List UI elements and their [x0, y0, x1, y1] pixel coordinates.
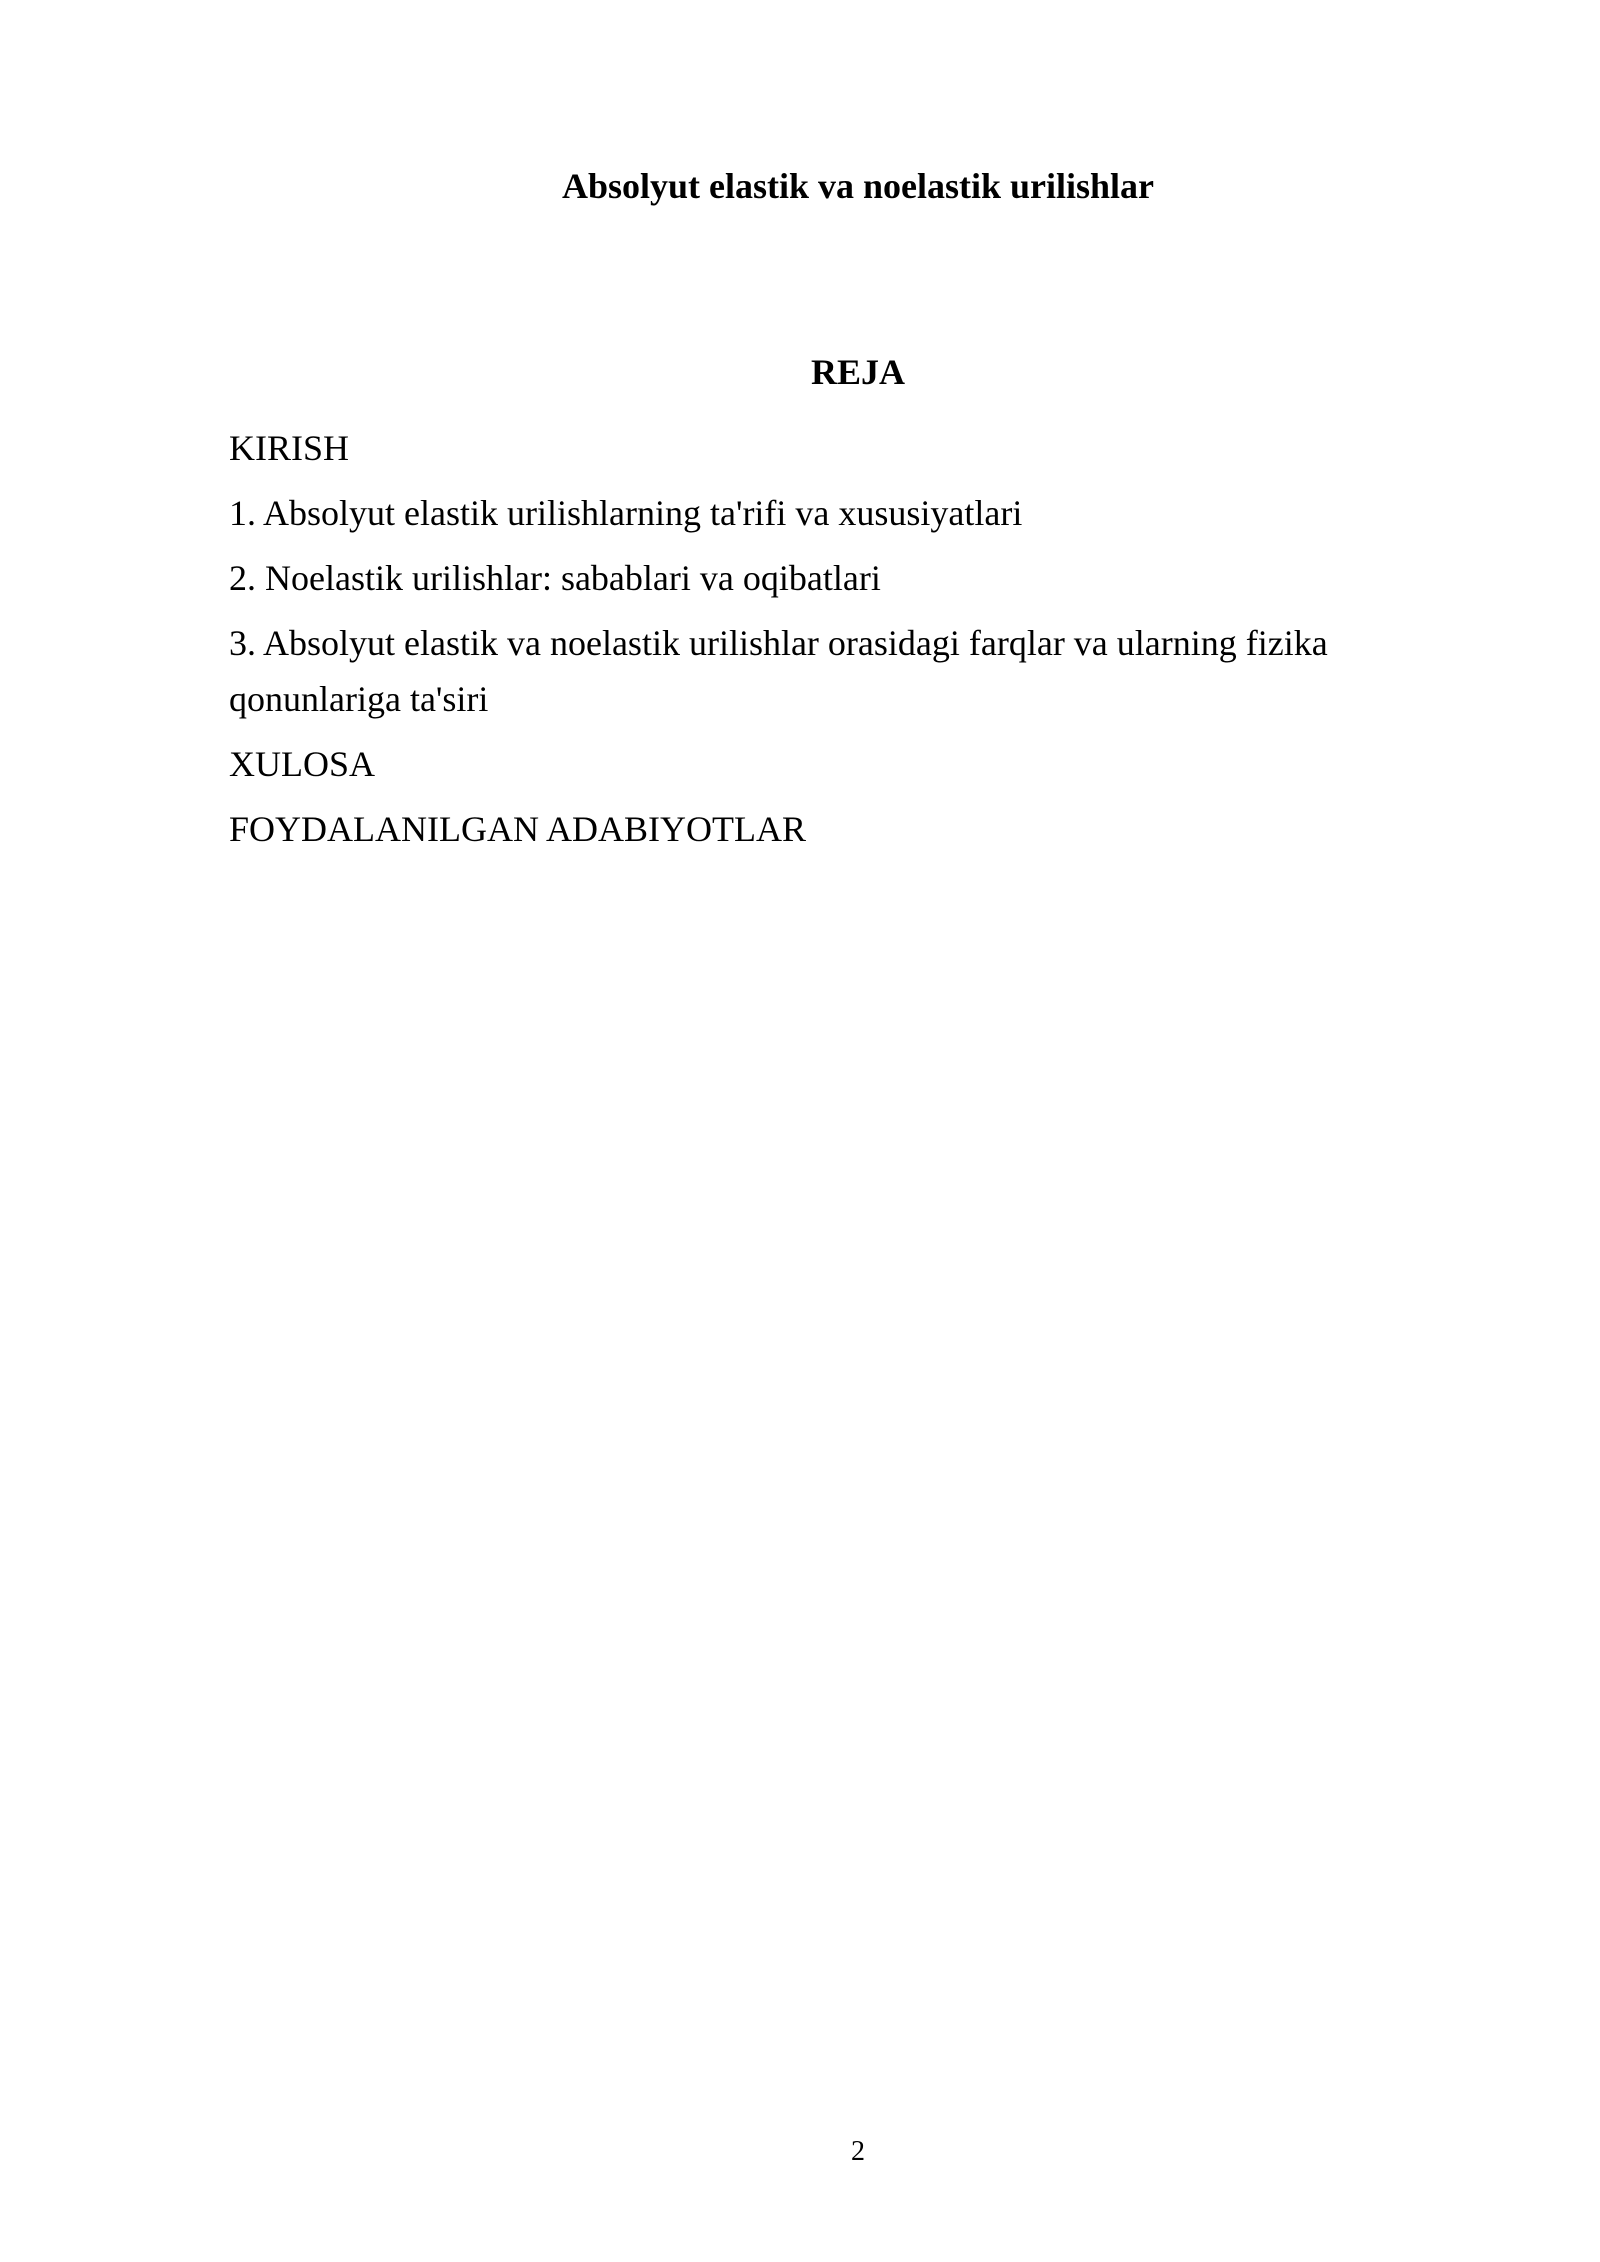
plan-item-1: 1. Absolyut elastik urilishlarning ta'rifi va xususiyatlari: [229, 493, 1023, 533]
page-number: 2: [851, 2136, 865, 2167]
plan-list: [229, 420, 1389, 866]
plan-item-conclusion: XULOSA: [229, 744, 376, 784]
plan-item-3: 3. Absolyut elastik va noelastik urilishlar orasidagi farqlar va ularning fizika qonunlariga ta'siri: [229, 623, 1328, 719]
plan-item-intro: KIRISH: [229, 428, 350, 468]
plan-item-2: 2. Noelastik urilishlar: sabablari va oqibatlari: [229, 558, 881, 598]
plan-item-references: FOYDALANILGAN ADABIYOTLAR: [229, 809, 806, 849]
plan-heading: REJA: [810, 352, 905, 392]
document-title: Absolyut elastik va noelastik urilishlar: [561, 166, 1155, 206]
